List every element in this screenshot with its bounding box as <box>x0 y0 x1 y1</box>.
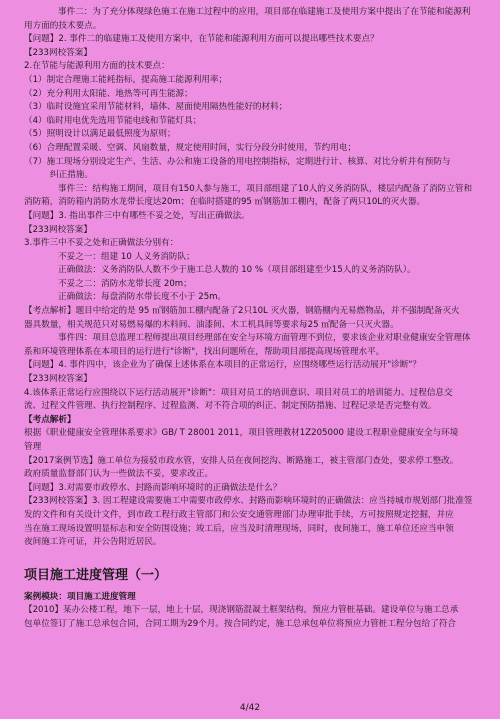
text-line: 案例模块：项目施工进度管理 <box>24 591 136 602</box>
text-line: 【233网校答案】 <box>24 374 92 385</box>
text-line: （7）施工现场分别设定生产、生活、办公和施工设备的用电控制指标，定期进行计、核算、对比分析并有预防与 <box>24 156 451 167</box>
text-line: 3.事件三中不妥之处和正确做法分别有： <box>24 238 179 249</box>
text-line: 夜间施工许可证，并公告附近居民。 <box>24 537 162 548</box>
text-line: 器具数量，相关规范只对易燃易爆的木料间、油漆间、木工机具间等要求每25 ㎡配备一只灭火器。 <box>24 319 399 330</box>
text-line: 【2010】某办公楼工程，地下一层，地上十层，现浇钢筋混凝土框架结构，预应力管桩基础。建设单位与施工总承 <box>24 605 459 616</box>
text-line: 根据《职业健康安全管理体系要求》GB/ T 28001 2011，项目管理教材1Z205000 建设工程职业健康安全与环境 <box>24 428 459 439</box>
text-line: 事件三：结构施工期间，项目有150人参与施工，项目部组建了10人的义务消防队，楼层内配备了消防立管和 <box>58 183 473 194</box>
text-line: 不妥之一：组建 10 人义务消防队； <box>58 251 195 262</box>
text-line: 政府质量监督部门认为一些做法不妥，要求改正。 <box>24 469 214 480</box>
text-line: （4）临时用电优先选用节能电线和节能灯具； <box>24 115 202 126</box>
text-line: 当在施工现场设置明显标志和安全防围设施；竣工后，应当及时清理现场，同时，夜间施工，施工单位还应当申领 <box>24 523 454 534</box>
text-line: 正确做法：义务消防队人数不少于施工总人数的 10 %（项目部组建至少15人的义务消防队）。 <box>58 265 416 276</box>
text-line: （1）制定合理施工能耗指标，提高施工能源利用率； <box>24 74 228 85</box>
text-line: 正确做法：每盘消防水带长度不小于 25m。 <box>58 292 227 303</box>
text-line: 【问题】3. 指出事件三中有哪些不妥之处，写出正确做法。 <box>24 210 250 221</box>
section-text <box>24 591 482 632</box>
text-line: 用方面的技术要点。 <box>24 20 102 31</box>
text-line: 管理 <box>24 442 42 452</box>
text-line: 事件四：项目总监理工程师提出项目经理部在安全与环境方面管理不到位，要求该企业对职业健康安全管理体 <box>58 333 471 344</box>
text-line: 事件二：为了充分体现绿色施工在施工过程中的应用，项目部在临建施工及使用方案中提出了在节能和能源利 <box>58 7 471 17</box>
text-line: （6）合理配置采暖、空调、风扇数量，规定使用时间，实行分段分时使用，节约用电； <box>24 142 357 153</box>
section-heading: 项目施工进度管理（一） <box>24 567 168 583</box>
text-line: 【233网校答案】 <box>24 224 92 235</box>
page-number: 4/42 <box>239 703 261 713</box>
text-line: 流、过程文件管理、执行控制程序、过程监测、对不符合项的纠正、制定预防措施、过程记录是否完整有效。 <box>24 401 437 412</box>
text-line: 【考点解析】 <box>24 414 76 425</box>
text-line: 【问题】2. 事件二的临建施工及使用方案中，在节能和能源利用方面可以提出哪些技术要点？ <box>24 34 379 45</box>
text-line: 包单位签订了施工总承包合同，合同工期为29个月。按合同约定，施工总承包单位将预应力管桩工程分包给了符合 <box>24 618 457 629</box>
text-line: 消防箱，消防箱内消防水龙带长度达20m；在临时搭建的95 ㎡钢筋加工棚内，配备了两只10L的灭火器。 <box>24 197 426 208</box>
text-line: 4.该体系正常运行应围绕以下运行活动展开"诊断"：项目对员工的培训意识、项目对员工的培训能力、过程信息交 <box>24 387 453 398</box>
text-line: 【问题】4. 事件四中，该企业为了确保上述体系在本项目的正常运行，应围绕哪些运行活动展开"诊断"？ <box>24 360 421 371</box>
text-line: （5）照明设计以满足最低照度为原则； <box>24 129 176 140</box>
text-line: 纠正措施。 <box>50 170 93 181</box>
body-text <box>24 6 482 550</box>
text-line: 【考点解析】题目中给定的是 95 ㎡钢筋加工棚内配备了2只10L 灭火器，钢筋棚内无易燃物品，并不强制配备灭火 <box>24 306 460 317</box>
text-line: 不妥之二：消防水龙带长度 20m； <box>58 278 192 289</box>
text-line: 系和环境管理体系在本项目的运行进行"诊断"，找出问题所在，帮助项目部提高现场管理水平。 <box>24 346 385 357</box>
text-line: （2）充分利用太阳能、地热等可再生能源； <box>24 88 193 99</box>
text-line: 2.在节能与能源利用方面的技术要点： <box>24 61 170 72</box>
text-line: 【2017案例节选】施工单位为接驳市政水管，安排人员在夜间挖沟、断路施工，被主管部门查处，要求停工整改。 <box>24 455 459 466</box>
text-line: 【问题】3.对需要市政停水、封路而影响环境时的正确做法是什么？ <box>24 482 282 493</box>
text-line: （3）临时设施宜采用节能材料，墙体、屋面使用隔热性能好的材料； <box>24 102 288 113</box>
text-line: 【233网校答案】3. 因工程建设需要施工中需要市政停水、封路而影响环境时的正确做法：应当持城市规划部门批准签 <box>24 496 473 507</box>
text-line: 【233网校答案】 <box>24 47 92 58</box>
text-line: 发的文件和有关设计文件，到市政工程行政主管部门和公安交通管理部门办理审批手续，方可按照规定挖掘，并应 <box>24 509 454 520</box>
